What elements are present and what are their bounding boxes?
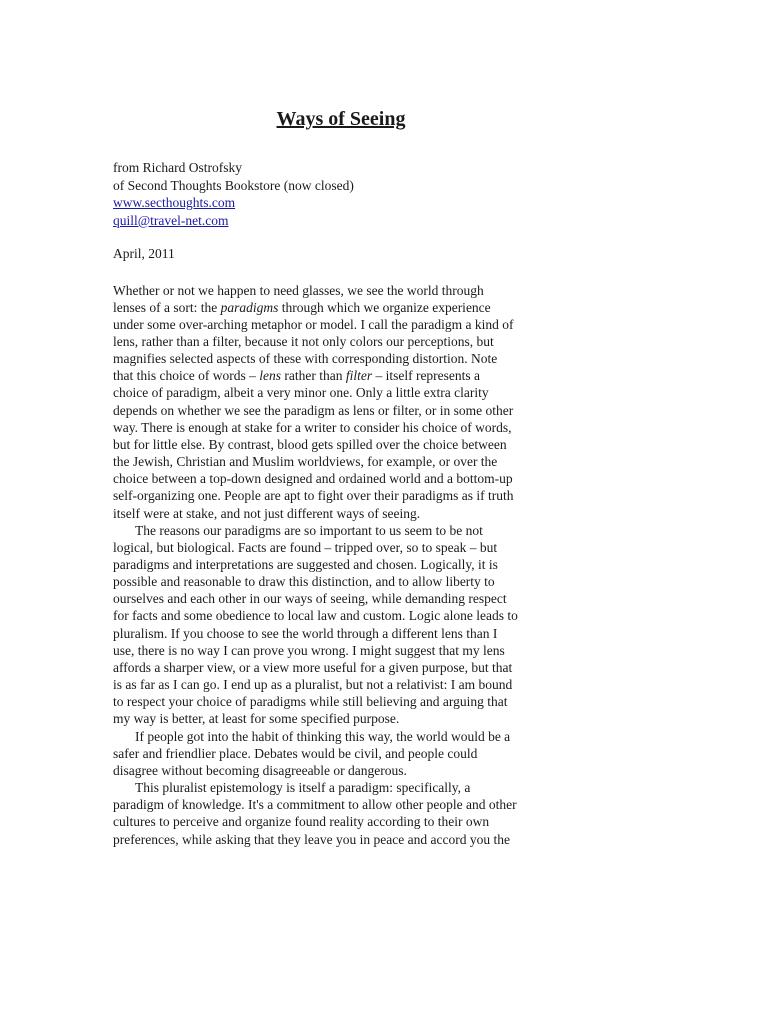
text-line: preferences, while asking that they leave you in peace and accord you the [113, 831, 510, 847]
author-line: from Richard Ostrofsky [113, 160, 242, 175]
text-line: If people got into the habit of thinking this way, the world would be a [135, 728, 511, 744]
text-line: depends on whether we see the paradigm as lens or filter, or in some other [113, 402, 514, 418]
text-line: the Jewish, Christian and Muslim worldviews, for example, or over the [113, 454, 498, 470]
paragraph [113, 728, 565, 779]
text-line: self-organizing one. People are apt to fight over their paradigms as if truth [113, 488, 514, 504]
text-line: to respect your choice of paradigms while still believing and arguing that [113, 694, 508, 710]
text-line: use, there is no way I can prove you wrong. I might suggest that my lens [113, 642, 505, 658]
text-line: paradigm of knowledge. It's a commitment to allow other people and other [113, 797, 517, 813]
emphasis: lens [259, 368, 281, 384]
text-line: The reasons our paradigms are so important to us seem to be not [135, 522, 483, 538]
author-info [113, 159, 573, 229]
text-line: paradigms and interpretations are suggested and chosen. Logically, it is [113, 557, 498, 572]
text-line: is as far as I can go. I end up as a pluralist, but not a relativist: I am bound [113, 677, 513, 693]
text-line: lenses of a sort: the paradigms through which we organize experience [113, 299, 491, 315]
document-date: April, 2011 [113, 246, 175, 261]
document-page [113, 106, 573, 848]
paragraph [113, 282, 565, 522]
text-line: disagree without becoming disagreeable or dangerous. [113, 762, 407, 778]
paragraph [113, 522, 565, 728]
text-line: ourselves and each other in our ways of seeing, while demanding respect [113, 591, 507, 607]
paragraph [113, 779, 565, 848]
email-link[interactable]: quill@travel-net.com [113, 212, 229, 228]
text-line: pluralism. If you choose to see the world through a different lens than I [113, 625, 498, 641]
website-link[interactable]: www.secthoughts.com [113, 195, 236, 210]
text-line: safer and friendlier place. Debates would be civil, and people could [113, 745, 478, 761]
text-line: but for little else. By contrast, blood gets spilled over the choice between [113, 436, 507, 452]
document-body [113, 282, 565, 848]
document-title: Ways of Seeing [276, 108, 406, 130]
text-line: cultures to perceive and organize found reality according to their own [113, 814, 490, 830]
emphasis: paradigms [220, 299, 279, 315]
text-line: my way is better, at least for some specified purpose. [113, 711, 400, 727]
text-line: This pluralist epistemology is itself a paradigm: specifically, a [135, 780, 471, 796]
text-line: Whether or not we happen to need glasses, we see the world through [113, 282, 484, 298]
text-line: affords a sharper view, or a view more useful for a given purpose, but that [113, 659, 513, 675]
text-line: way. There is enough at stake for a writer to consider his choice of words, [113, 419, 512, 435]
text-line: choice of paradigm, albeit a very minor one. Only a little extra clarity [113, 385, 489, 401]
text-line: magnifies selected aspects of these with corresponding distortion. Note [113, 351, 498, 367]
text-line: possible and reasonable to draw this distinction, and to allow liberty to [113, 574, 495, 590]
affiliation-line: of Second Thoughts Bookstore (now closed) [113, 177, 354, 193]
text-line: choice between a top-down designed and ordained world and a bottom-up [113, 471, 513, 487]
text-line: logical, but biological. Facts are found – tripped over, so to speak – but [113, 539, 498, 555]
text-line: for facts and some obedience to local law and custom. Logic alone leads to [113, 608, 518, 624]
text-line: lens, rather than a filter, because it not only colors our perceptions, but [113, 333, 494, 349]
emphasis: filter [345, 368, 373, 384]
text-line: under some over-arching metaphor or model. I call the paradigm a kind of [113, 316, 514, 332]
text-line: itself were at stake, and not just different ways of seeing. [113, 505, 421, 521]
text-line: that this choice of words – lens rather than filter – itself represents a [113, 368, 481, 384]
